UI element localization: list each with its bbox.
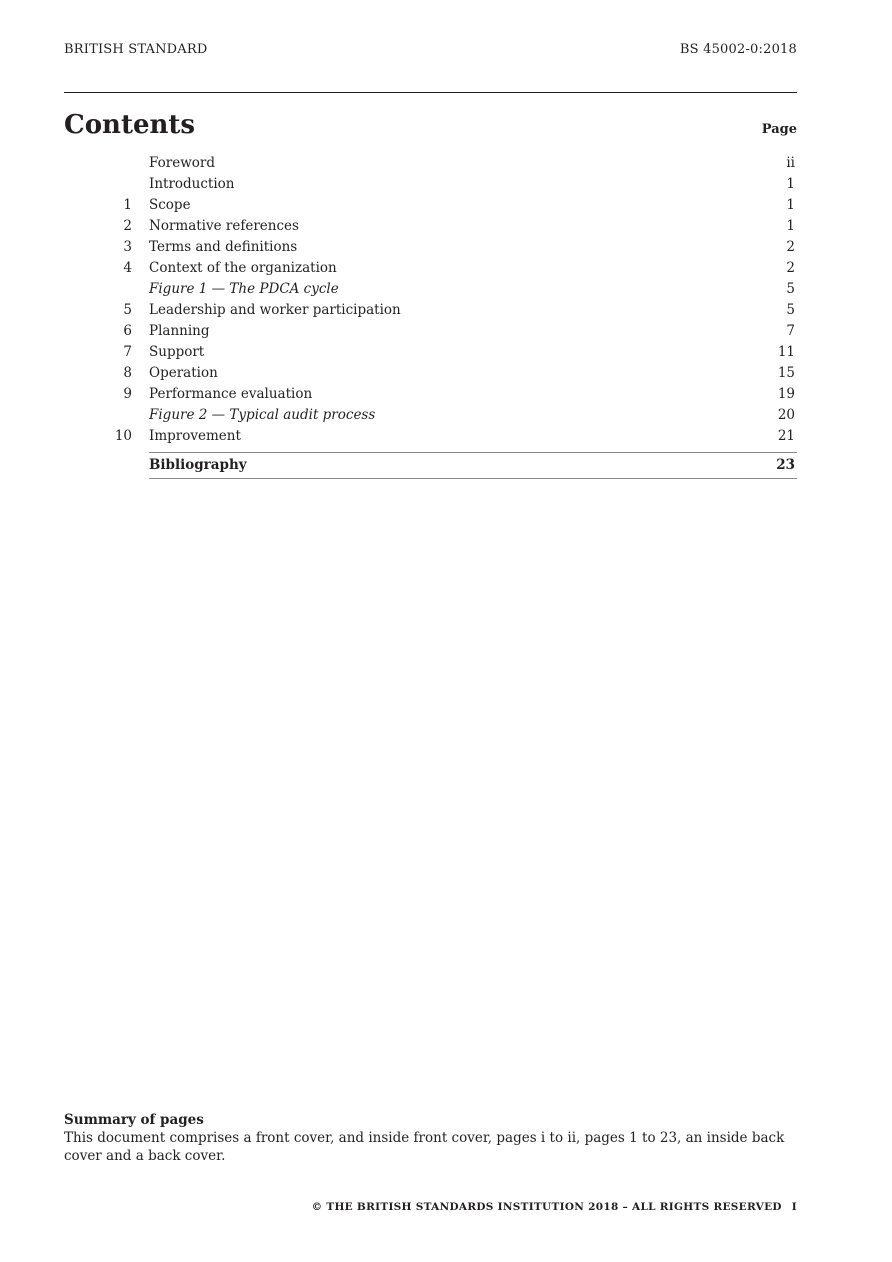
toc-entry-number: 3 [123, 239, 132, 255]
toc-entry-page: 15 [777, 365, 795, 381]
toc-entry-number: 10 [114, 428, 132, 444]
toc-entry-introduction[interactable] [64, 174, 797, 195]
toc-entry-planning[interactable] [64, 321, 797, 342]
toc-entry-page: 1 [786, 176, 795, 192]
toc-entry-page: 1 [786, 218, 795, 234]
toc-entry-operation[interactable] [64, 363, 797, 384]
summary-text: This document comprises a front cover, and inside front cover, pages i to ii, pages 1 to 23, an inside back cover and a back cover. [64, 1130, 785, 1164]
toc-entry-label: Scope [149, 197, 191, 213]
page-title: Contents [64, 110, 196, 140]
toc-entry-page: 23 [776, 457, 795, 473]
toc-entry-foreword[interactable] [64, 153, 797, 174]
toc-entry-label: Support [149, 344, 205, 360]
toc-entry-performance-evaluation[interactable] [64, 384, 797, 405]
toc-entry-label: Planning [149, 323, 210, 339]
toc-entry-page: 1 [786, 197, 795, 213]
page-column-label: Page [761, 122, 797, 137]
toc-entry-label: Leadership and worker participation [149, 302, 401, 318]
toc-entry-figure-1[interactable] [64, 279, 797, 300]
toc-entry-label: Normative references [149, 218, 299, 234]
toc-entry-label: Context of the organization [149, 260, 337, 276]
table-of-contents [64, 153, 797, 479]
toc-entry-page: 19 [777, 386, 795, 402]
toc-entry-page: 11 [777, 344, 795, 360]
summary-of-pages [64, 1111, 797, 1165]
header-standard-number: BS 45002-0:2018 [679, 42, 797, 57]
toc-entry-number: 5 [123, 302, 132, 318]
toc-entry-figure-2[interactable] [64, 405, 797, 426]
toc-entry-number: 9 [123, 386, 132, 402]
toc-entry-number: 4 [123, 260, 132, 276]
running-footer [312, 1201, 797, 1213]
toc-entry-page: 2 [786, 239, 795, 255]
toc-entry-label: Terms and definitions [149, 239, 298, 255]
footer-copyright: © THE BRITISH STANDARDS INSTITUTION 2018 – ALL RIGHTS RESERVED [311, 1201, 782, 1213]
toc-entry-label: Figure 1 — The PDCA cycle [149, 281, 339, 297]
toc-entry-scope[interactable] [64, 195, 797, 216]
toc-entry-terms-and-definitions[interactable] [64, 237, 797, 258]
toc-entry-label: Foreword [149, 155, 215, 171]
toc-entry-number: 6 [123, 323, 132, 339]
toc-entry-label: Improvement [149, 428, 241, 444]
toc-entry-page: 5 [786, 302, 795, 318]
toc-entry-normative-references[interactable] [64, 216, 797, 237]
toc-entry-support[interactable] [64, 342, 797, 363]
toc-entry-number: 1 [123, 197, 132, 213]
header-standard-type: BRITISH STANDARD [64, 42, 208, 57]
toc-entry-bibliography[interactable] [149, 452, 797, 479]
toc-entry-label: Bibliography [149, 457, 247, 473]
toc-entry-page: ii [786, 155, 795, 171]
toc-entry-label: Introduction [149, 176, 235, 192]
header-rule [64, 92, 797, 93]
footer-page-number: I [791, 1201, 797, 1213]
toc-entry-number: 2 [123, 218, 132, 234]
toc-entry-leadership[interactable] [64, 300, 797, 321]
toc-entry-page: 21 [777, 428, 795, 444]
toc-entry-page: 7 [786, 323, 795, 339]
toc-entry-label: Operation [149, 365, 218, 381]
toc-entry-number: 7 [123, 344, 132, 360]
toc-entry-page: 2 [786, 260, 795, 276]
toc-entry-label: Performance evaluation [149, 386, 313, 402]
running-header [64, 42, 797, 60]
toc-entry-label: Figure 2 — Typical audit process [149, 407, 376, 423]
summary-title: Summary of pages [64, 1112, 204, 1128]
toc-entry-number: 8 [123, 365, 132, 381]
toc-entry-context[interactable] [64, 258, 797, 279]
toc-entry-page: 5 [786, 281, 795, 297]
toc-entry-page: 20 [777, 407, 795, 423]
toc-entry-improvement[interactable] [64, 426, 797, 447]
